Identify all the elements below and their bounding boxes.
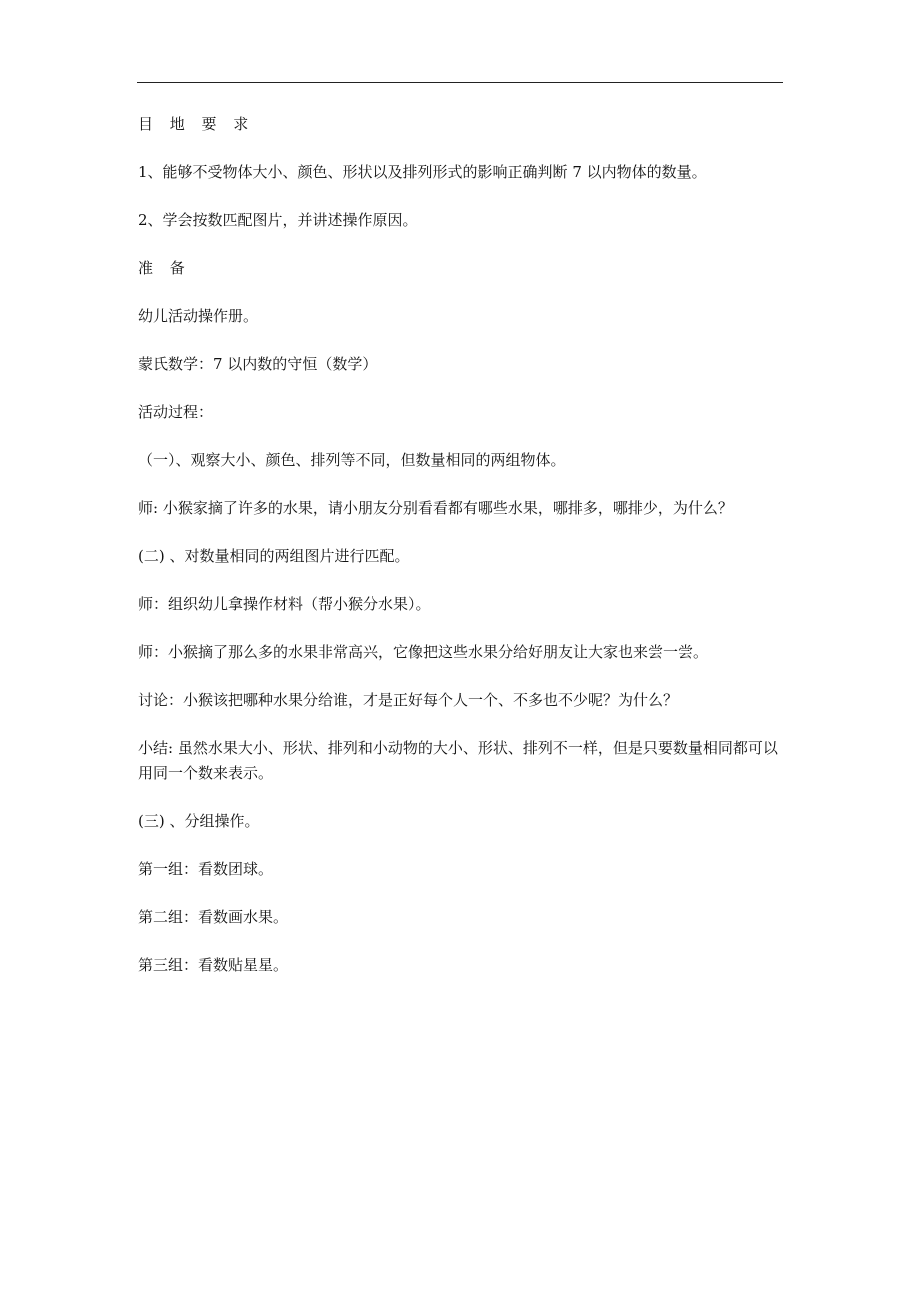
section-heading-preparation: 准 备: [138, 259, 191, 277]
process-step-1: （一）、观察大小、颜色、排列等不同，但数量相同的两组物体。: [138, 451, 566, 469]
preparation-item: 幼儿活动操作册。: [138, 307, 259, 325]
summary-line: 小结: 虽然水果大小、形状、排列和小动物的大小、形状、排列不一样，但是只要数量相同都可以用同一个数来表示。: [138, 739, 778, 782]
document-body: [138, 112, 788, 1001]
group-2-line: 第二组：看数画水果。: [138, 908, 289, 926]
goal-item-1: 1、能够不受物体大小、颜色、形状以及排列形式的影响正确判断 7 以内物体的数量。: [138, 163, 707, 181]
teacher-line-2: 师：组织幼儿拿操作材料（帮小猴分水果）。: [138, 595, 431, 613]
teacher-line-1: 师: 小猴家摘了许多的水果，请小朋友分别看看都有哪些水果，哪排多，哪排少，为什么？: [138, 499, 733, 517]
header-rule: [137, 82, 783, 83]
process-step-3: (三) 、分组操作。: [138, 812, 260, 830]
activity-title: 蒙氏数学：7 以内数的守恒（数学）: [138, 355, 378, 373]
section-heading-goals: 目 地 要 求: [138, 115, 255, 133]
process-step-2: (二) 、对数量相同的两组图片进行匹配。: [138, 547, 410, 565]
group-1-line: 第一组：看数团球。: [138, 860, 274, 878]
discussion-line: 讨论：小猴该把哪种水果分给谁，才是正好每个人一个、不多也不少呢？为什么？: [138, 691, 679, 709]
goal-item-2: 2、学会按数匹配图片，并讲述操作原因。: [138, 211, 418, 229]
group-3-line: 第三组：看数贴星星。: [138, 956, 289, 974]
teacher-line-3: 师：小猴摘了那么多的水果非常高兴，它像把这些水果分给好朋友让大家也来尝一尝。: [138, 643, 709, 661]
section-heading-process: 活动过程：: [138, 403, 214, 421]
